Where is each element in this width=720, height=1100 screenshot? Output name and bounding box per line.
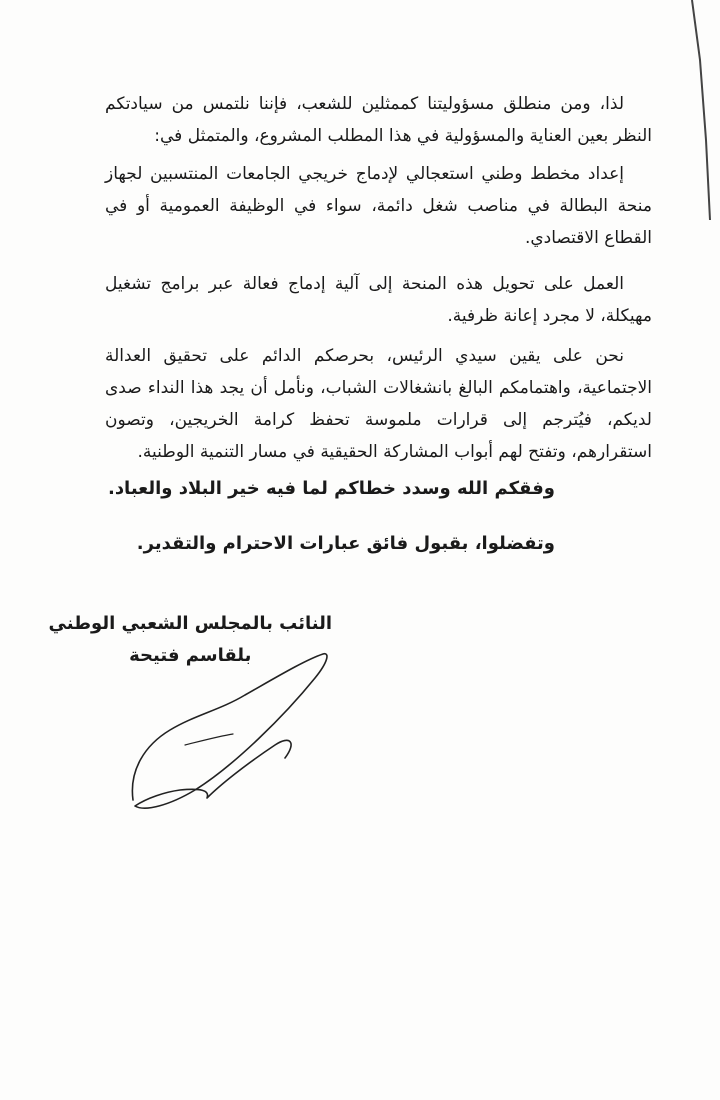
paragraph-request-intro <box>105 88 652 152</box>
paragraph-appeal <box>105 340 652 468</box>
closing-regards: وتفضلوا، بقبول فائق عبارات الاحترام والتقدير. <box>136 533 555 554</box>
paragraph-grant-conversion <box>105 268 652 332</box>
paragraph-text: العمل على تحويل هذه المنحة إلى آلية إدماج فعالة عبر برامج تشغيل مهيكلة، لا مجرد إعانة ظرفية. <box>105 274 652 326</box>
signer-title: النائب بالمجلس الشعبي الوطني <box>48 613 332 634</box>
closing-blessing: وفقكم الله وسدد خطاكم لما فيه خير البلاد والعباد. <box>107 478 555 499</box>
paragraph-text: لذا، ومن منطلق مسؤوليتنا كممثلين للشعب، فإننا نلتمس من سيادتكم النظر بعين العناية والمسؤولية في هذا المطلب المشروع، والمتمثل في: <box>105 94 652 146</box>
page-edge-line <box>640 0 720 220</box>
paragraph-text: إعداد مخطط وطني استعجالي لإدماج خريجي الجامعات المنتسبين لجهاز منحة البطالة في مناصب شغل دائمة، سواء في الوظيفة العمومية أو في القطاع الاقتصادي. <box>105 164 652 248</box>
paragraph-national-plan <box>105 158 652 254</box>
signer-name: بلقاسم فتيحة <box>129 645 252 666</box>
paragraph-text: نحن على يقين سيدي الرئيس، بحرصكم الدائم على تحقيق العدالة الاجتماعية، واهتمامكم البالغ بانشغالات الشباب، ونأمل أن يجد هذا النداء صدى لديكم، فيُترجم إلى قرارات ملموسة تحفظ كرامة الخريجين، وتصون استقرارهم، وتفتح لهم أبواب المشاركة الحقيقية في مسار التنمية الوطنية. <box>105 346 652 462</box>
signature-icon <box>125 650 335 820</box>
